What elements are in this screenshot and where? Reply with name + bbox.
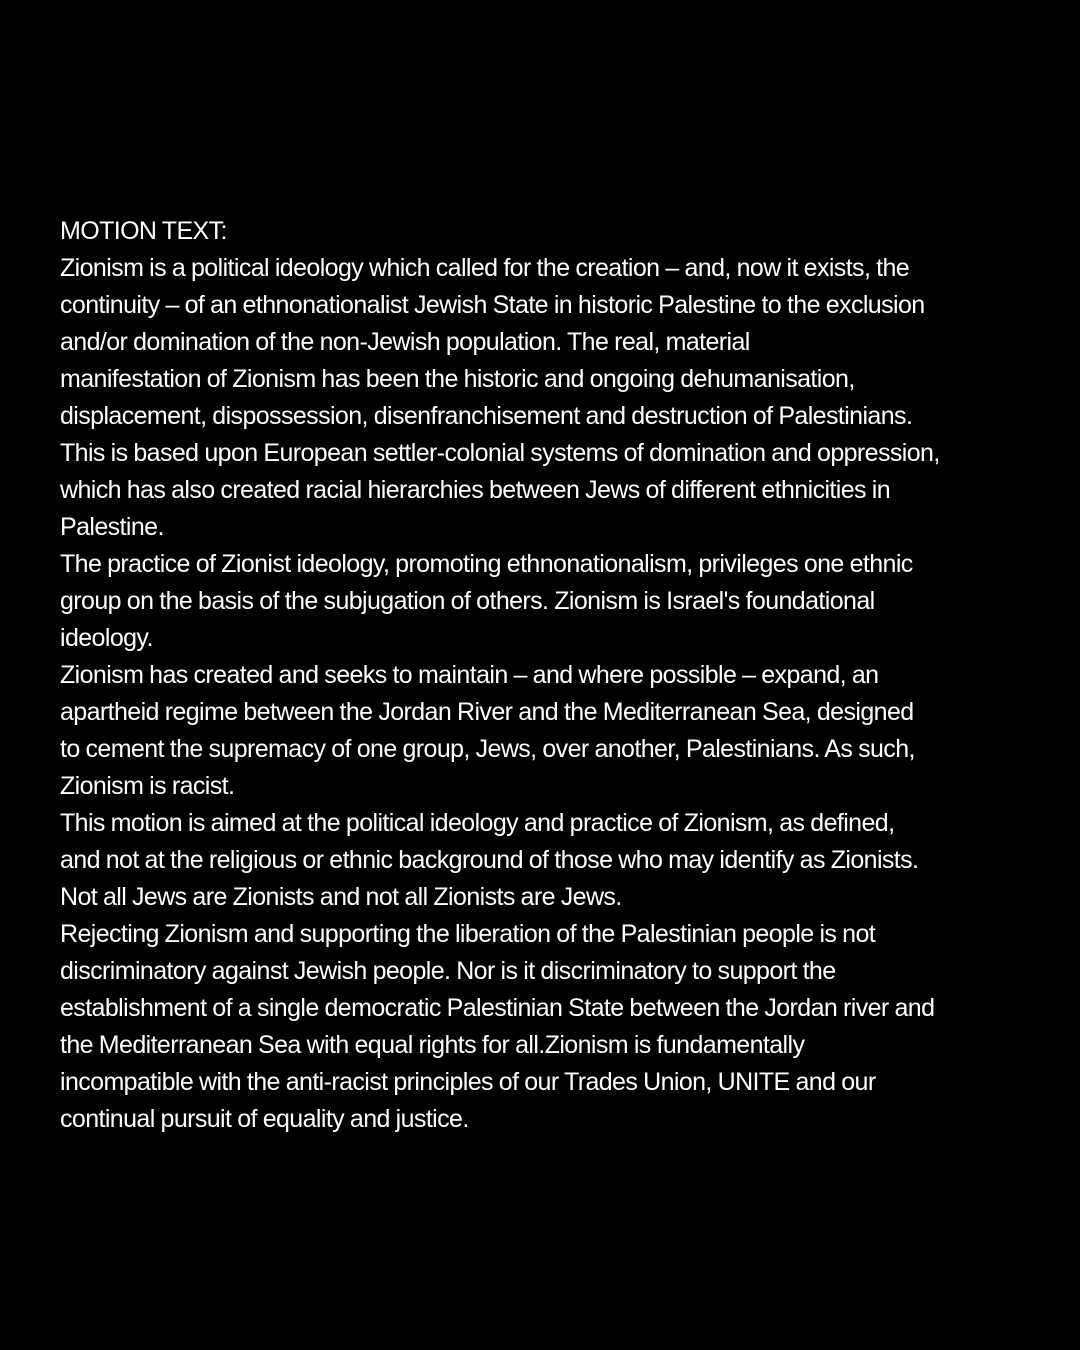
text-line: This is based upon European settler-colonial systems of domination and oppression,: [60, 439, 940, 467]
paragraph-scope: [60, 805, 1025, 916]
paragraph-definition: [60, 250, 1025, 546]
motion-heading: MOTION TEXT:: [60, 217, 227, 245]
text-line: which has also created racial hierarchies between Jews of different ethnicities in: [60, 476, 891, 504]
paragraph-practice: [60, 546, 1025, 657]
text-line: Zionism has created and seeks to maintain – and where possible – expand, an: [60, 661, 879, 689]
text-line: continuity – of an ethnonationalist Jewish State in historic Palestine to the exclusion: [60, 291, 925, 319]
text-line: group on the basis of the subjugation of others. Zionism is Israel's foundational: [60, 587, 875, 615]
text-line: Palestine.: [60, 513, 164, 541]
paragraph-apartheid: [60, 657, 1025, 805]
text-line: displacement, dispossession, disenfranchisement and destruction of Palestinians.: [60, 402, 913, 430]
text-line: This motion is aimed at the political ideology and practice of Zionism, as defined,: [60, 809, 895, 837]
text-line: Rejecting Zionism and supporting the liberation of the Palestinian people is not: [60, 920, 876, 948]
text-line: Not all Jews are Zionists and not all Zionists are Jews.: [60, 883, 622, 911]
text-line: the Mediterranean Sea with equal rights for all.Zionism is fundamentally: [60, 1031, 805, 1059]
text-line: apartheid regime between the Jordan River and the Mediterranean Sea, designed: [60, 698, 914, 726]
text-line: establishment of a single democratic Palestinian State between the Jordan river and: [60, 994, 935, 1022]
text-line: and/or domination of the non-Jewish population. The real, material: [60, 328, 750, 356]
text-line: Zionism is a political ideology which called for the creation – and, now it exists, the: [60, 254, 910, 282]
text-line: discriminatory against Jewish people. Nor is it discriminatory to support the: [60, 957, 836, 985]
motion-text-block: [60, 213, 1025, 1138]
text-line: and not at the religious or ethnic background of those who may identify as Zionists.: [60, 846, 919, 874]
paragraph-conclusion: [60, 916, 1025, 1138]
text-line: ideology.: [60, 624, 153, 652]
text-line: to cement the supremacy of one group, Jews, over another, Palestinians. As such,: [60, 735, 915, 763]
text-line: continual pursuit of equality and justice.: [60, 1105, 469, 1133]
text-line: The practice of Zionist ideology, promoting ethnonationalism, privileges one ethnic: [60, 550, 913, 578]
text-line: Zionism is racist.: [60, 772, 235, 800]
text-line: manifestation of Zionism has been the historic and ongoing dehumanisation,: [60, 365, 855, 393]
text-line: incompatible with the anti-racist principles of our Trades Union, UNITE and our: [60, 1068, 876, 1096]
